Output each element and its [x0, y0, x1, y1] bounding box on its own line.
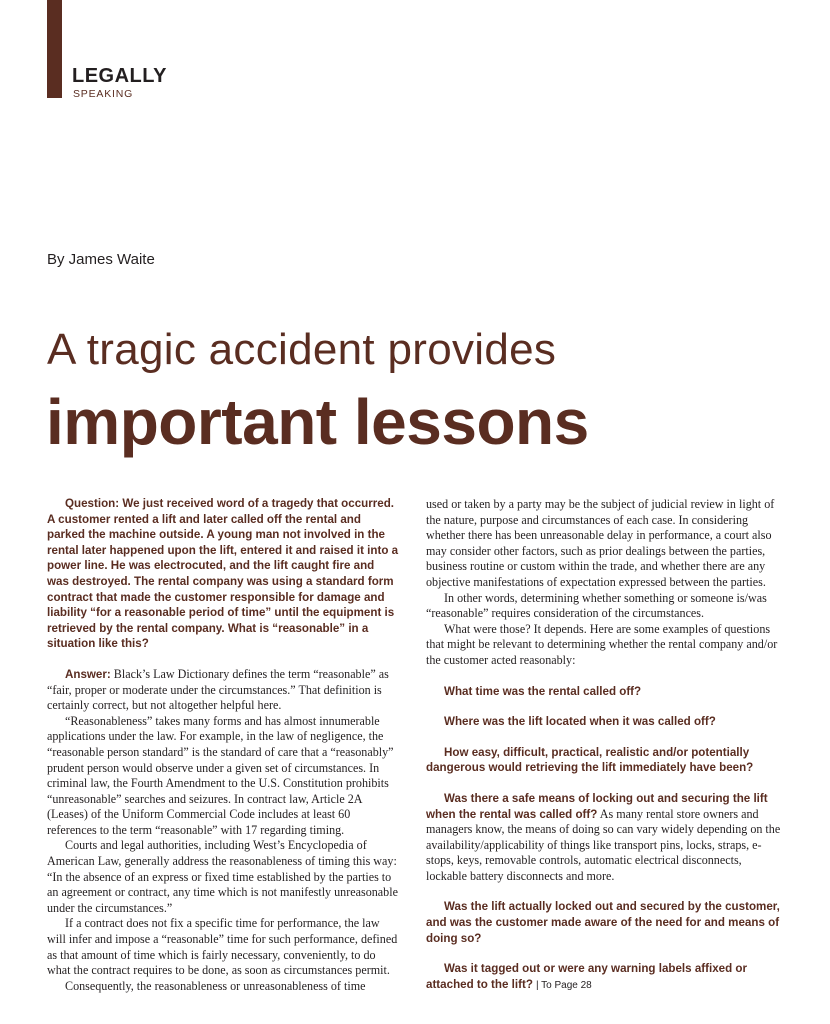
question-item: Was it tagged out or were any warning labels affixed or attached to the lift? — [426, 962, 747, 991]
body-paragraph: “Reasonableness” takes many forms and has almost innumerable applications under the law. For example, in the law of negligence, the “reasonable person standard” is the standard of care that a “reasonably” prudent person would observe under a given set of circumstances. In criminal law, the Fourth Amendment to the U.S. Constitution prohibits “unreasonable” searches and seizures. In contract law, Article 2A (Leases) of the Uniform Commercial Code includes at least 60 references to the term “reasonable” with 17 regarding timing. — [47, 713, 394, 837]
body-paragraph: If a contract does not fix a specific time for performance, the law will infer and impose a “reasonable” time for such performance, defined as that amount of time which is fairly necessary, conveniently, to do what the contract requires to be done, as soon as circumstances permit. — [47, 916, 398, 978]
question-item: Was the lift actually locked out and secured by the customer, and was the customer made aware of the need for and means of doing so? — [426, 900, 780, 945]
body-paragraph: Courts and legal authorities, including West’s Encyclopedia of American Law, generally address the reasonableness of timing this way: “In the absence of an express or fixed time established by the parties to an agreement or contract, any time which is not manifestly unreasonable under the circumstances.” — [47, 838, 398, 915]
body-paragraph: What were those? It depends. Here are some examples of questions that might be relevant to determining whether the rental company and/or the customer acted reasonably: — [426, 621, 778, 667]
section-kicker: LEGALLY — [72, 65, 167, 87]
answer-label: Answer: — [65, 667, 111, 681]
question-item: Where was the lift located when it was called off? — [444, 715, 716, 729]
brand-bar — [47, 0, 62, 98]
question-item: Was there a safe means of locking out and securing the lift when the rental was called off? — [426, 791, 768, 821]
question-paragraph — [47, 496, 399, 652]
question-text: We just received word of a tragedy that occurred. A customer rented a lift and later called off the rental and parked the machine outside. A young man not involved in the rental later happened upon the lift, entered it and raised it into a power line. He was electrocuted, and the lift caught fire and was destroyed. The rental company was using a standard form contract that made the customer responsible for damage and liability “for a reasonable period of time” until the equipment is retrieved by the rental company. What is “reasonable” in a situation like this? — [47, 497, 399, 651]
question-item: What time was the rental called off? — [444, 684, 642, 698]
question-answer-text: As many rental store owners and managers know, the means of doing so can vary widely depending on the availability/applicability of things like transport pins, locks, straps, e-stops, keys, removable controls, automatic electrical disconnects, lockable battery disconnects and more. — [426, 806, 781, 883]
body-paragraph: Consequently, the reasonableness or unreasonableness of time — [65, 978, 366, 993]
question-item-with-text — [426, 791, 782, 885]
body-paragraph: used or taken by a party may be the subject of judicial review in light of the nature, purpose and circumstances of each case. In considering whether there has been unreasonable delay in performance, a court also may consider other factors, such as prior dealings between the parties, business routine or custom within the trade, and whether there are any objective manifestations of expectation expressed between the parties. — [426, 497, 775, 589]
headline: important lessons — [46, 386, 589, 458]
section-kicker-sub: SPEAKING — [73, 88, 134, 100]
question-item-with-jump — [426, 961, 782, 993]
deck-title: A tragic accident provides — [47, 325, 557, 374]
question-label: Question: — [65, 497, 120, 510]
answer-paragraph — [47, 667, 399, 714]
column-left — [47, 496, 399, 994]
byline: By James Waite — [47, 251, 155, 268]
question-item: How easy, difficult, practical, realistic and/or potentially dangerous would retrieving the lift immediately have been? — [426, 745, 754, 775]
column-right — [426, 497, 782, 993]
answer-text: Black’s Law Dictionary defines the term “reasonable” as “fair, proper or moderate under the circumstances.” That definition is certainly correct, but not altogether helpful here. — [47, 666, 389, 713]
body-paragraph: In other words, determining whether something or someone is/was “reasonable” requires consideration of the circumstances. — [426, 590, 767, 621]
page-jump-link[interactable]: | To Page 28 — [535, 979, 592, 991]
